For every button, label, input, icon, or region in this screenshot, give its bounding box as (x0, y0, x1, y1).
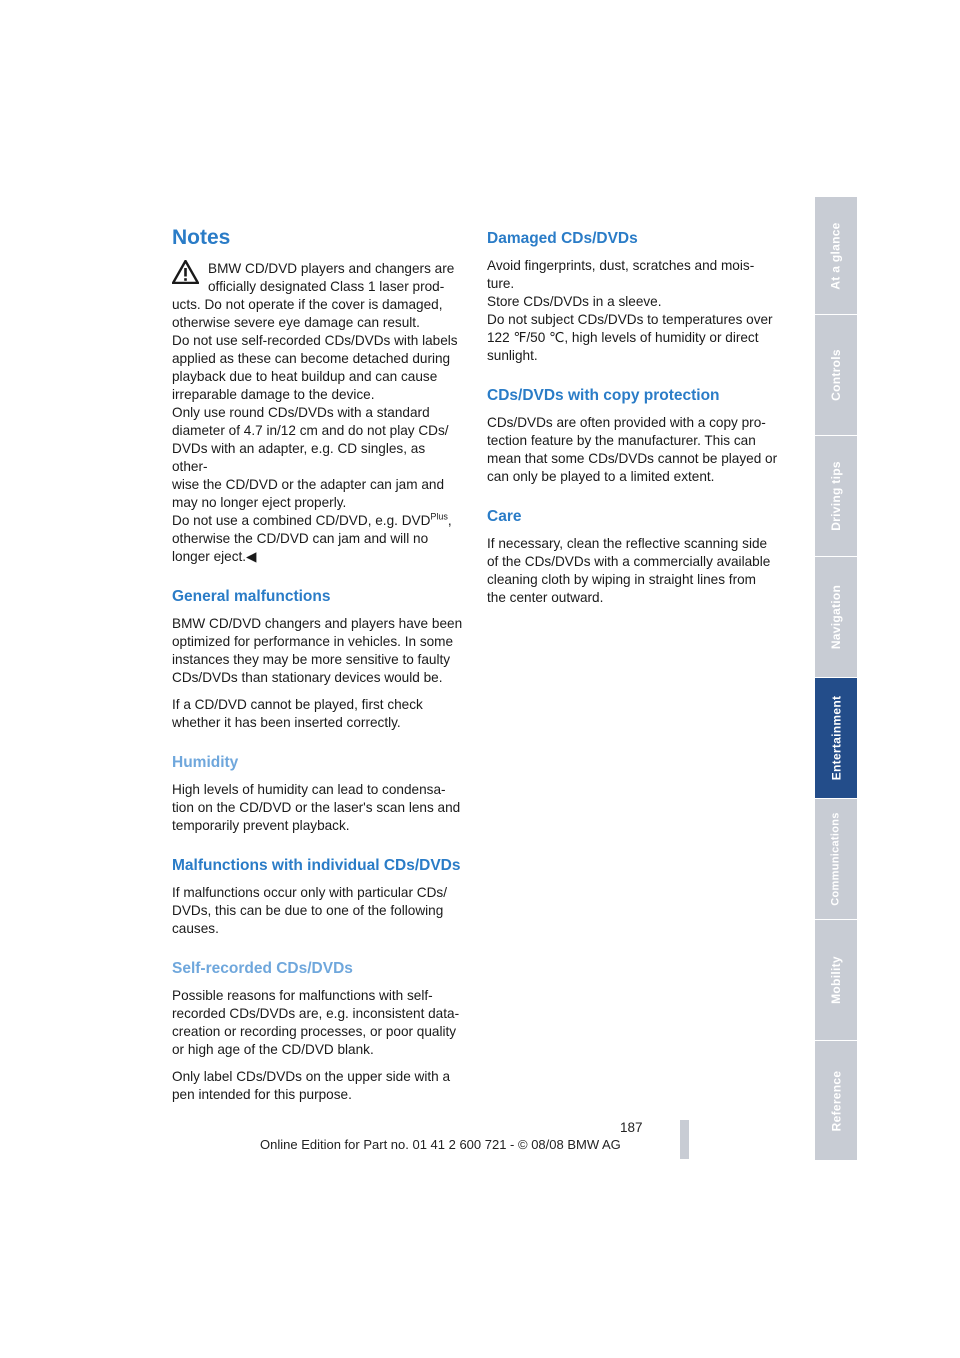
individual-malfunctions-heading: Malfunctions with individual CDs/DVDs (172, 857, 461, 874)
self-recorded-heading: Self-recorded CDs/DVDs (172, 960, 353, 977)
copy-protection-heading: CDs/DVDs with copy protection (487, 387, 720, 404)
care-heading: Care (487, 508, 522, 525)
tab-driving-tips[interactable]: Driving tips (815, 436, 857, 557)
tab-controls[interactable]: Controls (815, 315, 857, 436)
warning-block (172, 260, 464, 566)
damaged-paragraph: Avoid fingerprints, dust, scratches and mois- ture. Store CDs/DVDs in a sleeve. Do not subject CDs/DVDs to temperatures over 122 ℉/50 ℃, high levels of humidity or direct sunlight. (487, 258, 773, 363)
humidity-paragraph: High levels of humidity can lead to condensa- tion on the CD/DVD or the laser's scan lens and temporarily prevent playback. (172, 782, 461, 833)
copy-protection-paragraph: CDs/DVDs are often provided with a copy pro- tection feature by the manufacturer. This can mean that some CDs/DVDs cannot be played or can only be played to a limited extent. (487, 415, 778, 484)
self-recorded-paragraph-1: Possible reasons for malfunctions with self- recorded CDs/DVDs are, e.g. inconsistent data- creation or recording processes, or poor quality or high age of the CD/DVD blank. (172, 988, 460, 1057)
tab-at-a-glance[interactable]: At a glance (815, 197, 857, 315)
tab-navigation[interactable]: Navigation (815, 557, 857, 678)
chapter-tabs (815, 197, 857, 1160)
notes-heading: Notes (172, 226, 231, 249)
warning-triangle-icon (172, 260, 199, 284)
page-number: 187 (620, 1120, 643, 1135)
individual-paragraph: If malfunctions occur only with particular CDs/ DVDs, this can be due to one of the following causes. (172, 885, 447, 936)
care-paragraph: If necessary, clean the reflective scanning side of the CDs/DVDs with a commercially available cleaning cloth by wiping in straight lines from the center outward. (487, 536, 771, 605)
footer-text: Online Edition for Part no. 01 41 2 600 721 - © 08/08 BMW AG (260, 1137, 621, 1152)
left-column (172, 226, 464, 1113)
general-paragraph-1: BMW CD/DVD changers and players have been optimized for performance in vehicles. In some instances they may be more sensitive to faulty CDs/DVDs than stationary devices would be. (172, 616, 463, 685)
warning-text: BMW CD/DVD players and changers are officially designated Class 1 laser prod- ucts. Do not operate if the cover is damaged, otherwise severe eye damage can result. Do not use self-recorded CDs/DVDs with labels applied as these can become detached during playback due to heat buildup and can cause irreparable damage to the device. Only use round CDs/DVDs with a standard diameter of 4.7 in/12 cm and do not play CDs/ DVDs with an adapter, e.g. CD singles, as other- wise the CD/DVD or the adapter can jam and may no longer eject properly. Do not use a combined CD/DVD, e.g. $DVD^{Plus}$, otherwise the CD/DVD can jam and will no longer eject.◀ (172, 261, 458, 564)
damaged-heading: Damaged CDs/DVDs (487, 230, 638, 247)
page-marker (680, 1120, 689, 1159)
general-paragraph-2: If a CD/DVD cannot be played, first check whether it has been inserted correctly. (172, 697, 423, 730)
right-column (487, 230, 779, 616)
general-malfunctions-heading: General malfunctions (172, 588, 331, 605)
tab-entertainment[interactable]: Entertainment (815, 678, 857, 799)
tab-communications[interactable]: Communications (815, 799, 857, 920)
tab-mobility[interactable]: Mobility (815, 920, 857, 1041)
tab-reference[interactable]: Reference (815, 1041, 857, 1161)
self-recorded-paragraph-2: Only label CDs/DVDs on the upper side with a pen intended for this purpose. (172, 1069, 451, 1102)
humidity-heading: Humidity (172, 754, 239, 771)
